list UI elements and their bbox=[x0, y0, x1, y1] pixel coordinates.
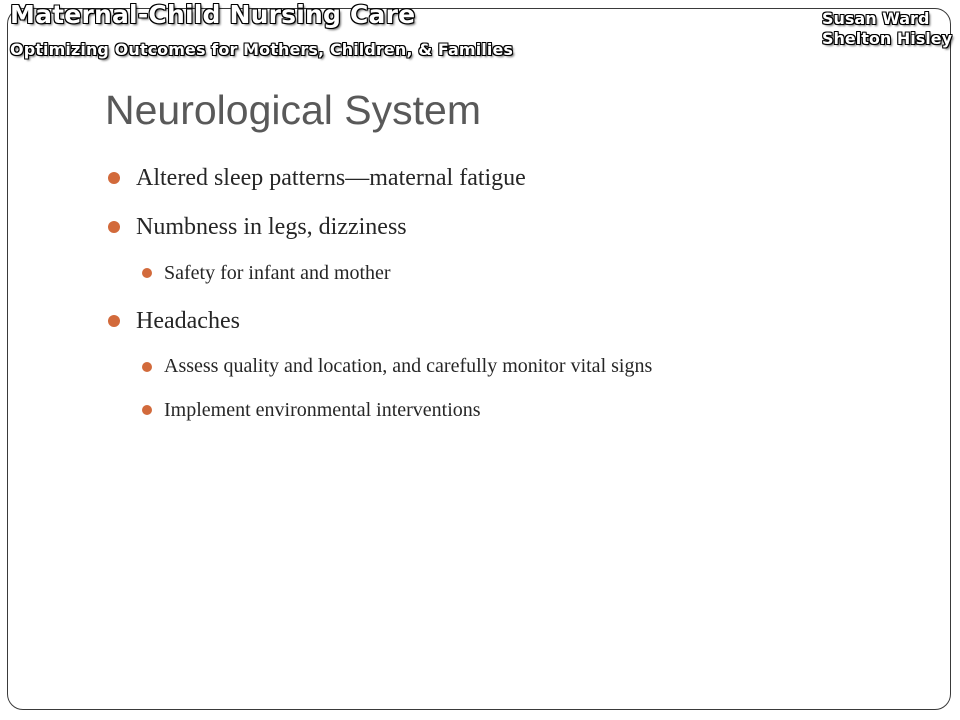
bullet-dot-icon bbox=[108, 315, 120, 327]
bullet-item: Altered sleep patterns—maternal fatigue bbox=[136, 165, 526, 191]
bullet-dot-icon bbox=[108, 172, 120, 184]
book-subtitle: Optimizing Outcomes for Mothers, Children, & Families bbox=[10, 40, 514, 59]
sub-bullet-dot-icon bbox=[142, 268, 152, 278]
book-title: Maternal-Child Nursing Care bbox=[10, 0, 416, 29]
author-1: Susan Ward bbox=[821, 9, 930, 28]
sub-bullet-item: Implement environmental interventions bbox=[164, 399, 481, 421]
bullet-item: Headaches bbox=[136, 308, 240, 334]
sub-bullet-item: Safety for infant and mother bbox=[164, 262, 391, 284]
sub-bullet-item: Assess quality and location, and carefully monitor vital signs bbox=[164, 355, 653, 377]
bullet-item: Numbness in legs, dizziness bbox=[136, 214, 407, 240]
slide-title: Neurological System bbox=[105, 87, 481, 133]
author-2: Shelton Hisley bbox=[821, 29, 952, 48]
sub-bullet-dot-icon bbox=[142, 362, 152, 372]
bullet-dot-icon bbox=[108, 221, 120, 233]
sub-bullet-dot-icon bbox=[142, 405, 152, 415]
